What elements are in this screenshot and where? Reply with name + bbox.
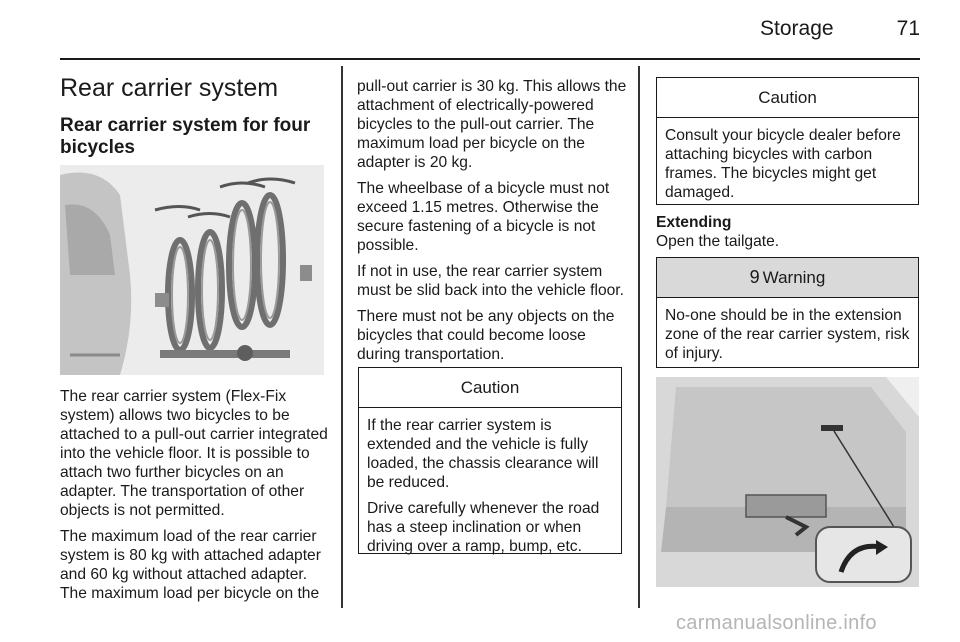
tailgate-figure — [656, 377, 919, 587]
caution-box-carbon — [656, 77, 919, 205]
warning-title: Warning — [762, 267, 826, 287]
paragraph: The rear carrier system (Flex-Fix system) allows two bicycles to be attached to a pull-out carrier integrated into the vehicle floor. It is possible to attach two further bicycles on an adapter. The transportation of other objects is not permitted. — [60, 388, 328, 519]
main-heading: Rear carrier system — [60, 74, 279, 102]
caution-text: Consult your bicycle dealer before attaching bicycles with carbon frames. The bicycles might get damaged. — [665, 127, 901, 201]
extending-heading: Extending — [656, 214, 732, 231]
warning-triangle-icon: 9 — [749, 267, 760, 287]
left-text — [60, 387, 328, 610]
paragraph: pull-out carrier is 30 kg. This allows the attachment of electrically-powered bicycles to the pull-out carrier. The maximum load per bicycle on the adapter is 20 kg. — [357, 78, 627, 171]
middle-text — [357, 77, 627, 371]
section-title: Storage — [760, 17, 834, 40]
caution-text: If the rear carrier system is extended and the vehicle is fully loaded, the chassis clearance will be reduced. — [367, 417, 599, 491]
warning-header — [657, 258, 918, 298]
extending-section — [656, 213, 919, 258]
bicycle-carrier-illustration — [60, 165, 324, 375]
paragraph: The maximum load of the rear carrier system is 80 kg with attached adapter and 60 kg without attached adapter. The maximum load per bicycle on the — [60, 528, 321, 602]
caution-title: Caution — [359, 368, 621, 408]
column-divider-left — [341, 66, 343, 608]
extending-text: Open the tailgate. — [656, 233, 780, 250]
header-rule — [60, 58, 920, 60]
caution-box-carrier — [358, 367, 622, 554]
bicycle-carrier-figure — [60, 165, 324, 375]
warning-box — [656, 257, 919, 368]
column-divider-right — [638, 66, 640, 608]
tailgate-handle-illustration — [656, 377, 919, 587]
paragraph: If not in use, the rear carrier system must be slid back into the vehicle floor. — [357, 263, 624, 299]
sub-heading: Rear carrier system for four bicycles — [60, 115, 311, 158]
paragraph: There must not be any objects on the bicycles that could become loose during transportation. — [357, 308, 615, 363]
watermark: carmanualsonline.info — [676, 612, 877, 634]
caution-text: Drive carefully whenever the road has a steep inclination or when driving over a ramp, bump, etc. — [367, 500, 600, 555]
warning-text: No-one should be in the extension zone of the rear carrier system, risk of injury. — [665, 307, 910, 362]
page-number: 71 — [896, 17, 920, 40]
caution-title: Caution — [657, 78, 918, 118]
paragraph: The wheelbase of a bicycle must not exceed 1.15 metres. Otherwise the secure fastening of a bicycle is not possible. — [357, 180, 610, 254]
